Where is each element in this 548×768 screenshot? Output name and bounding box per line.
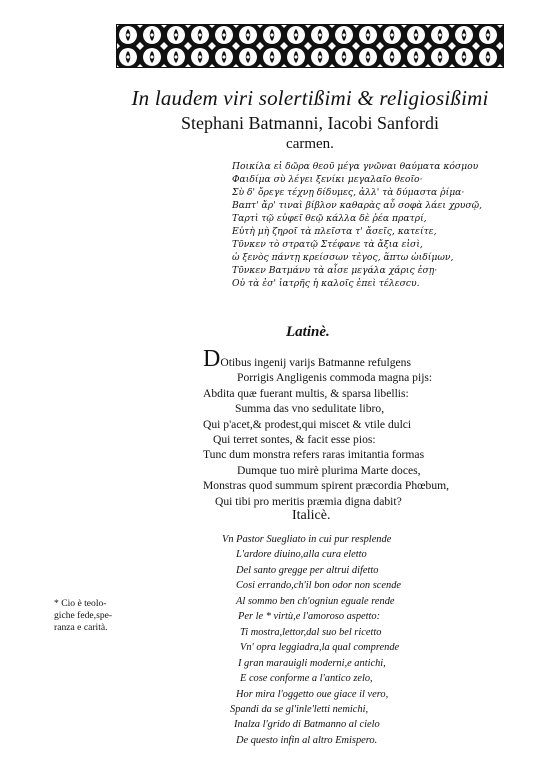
drop-cap: D — [203, 346, 221, 372]
italian-line: Del santo gregge per altrui difetto — [236, 564, 379, 576]
greek-line: Εὐτὴ μὴ ζηροῖ τὰ πλεῖστα τ' ἄσεῖς, κατείτε, — [232, 226, 437, 237]
greek-line: Ποικίλα εἰ δῶρα θεοῦ μέγα γνῶναι θαύματα κόσμου — [232, 161, 479, 172]
greek-poem — [232, 160, 483, 290]
note-line: giche fede,spe- — [54, 610, 113, 621]
latin-heading: Latinè. — [286, 324, 330, 340]
italian-line: Vn' opra leggiadra,la qual comprende — [240, 642, 400, 654]
latin-line: Summa das vno sedulitate libro, — [235, 402, 385, 416]
italian-poem — [222, 532, 502, 748]
marginal-note — [54, 598, 120, 634]
greek-line: Οὐ τὰ ἐσ' ἰατρῆς ἡ καλοῖς ἐπεὶ τέλεσϲυ. — [232, 278, 420, 289]
title-line-3: carmen. — [286, 136, 334, 152]
italian-line: Vn Pastor Suegliato in cui pur resplende — [222, 534, 392, 545]
latin-line: DOtibus ingenij varijs Batmanne refulgens — [203, 346, 411, 372]
italian-heading: Italicè. — [292, 508, 331, 523]
italian-line: De questo infin al altro Emispero. — [236, 734, 378, 746]
note-line: ranza e carità. — [54, 622, 108, 633]
greek-line: Τῦνκεν τὸ στρατῷ Στέφανε τὰ ἄξια εἰσὶ, — [232, 239, 423, 250]
italian-line: Ti mostra,lettor,dal suo bel ricetto — [240, 626, 382, 638]
italian-line: Inalza l'grido di Batmanno al cielo — [234, 719, 380, 731]
italian-line: E cose conforme a l'antico zelo, — [240, 673, 373, 685]
greek-line: Βαπτ' ἄρ' τιναὶ βίβλον καθαρὰς αὖ σοφὰ λάει χρυσῷ, — [232, 200, 483, 211]
latin-poem — [203, 346, 503, 509]
greek-line: ὡ ξενὸς πάντῃ κρείσσων τὲγος, ἅπτω ὠιδίμων, — [232, 252, 454, 263]
greek-line: Σὺ δ' ὄρεγε τέχνῃ δίδυμες, ἀλλ' τὰ δύμαστα ῥίμα· — [232, 187, 465, 198]
latin-line: Qui tibi pro meritis præmia digna dabit? — [215, 494, 402, 508]
latin-line: Tunc dum monstra refers raras imitantia formas — [203, 448, 425, 462]
greek-line: Τῦνκεν Βατμάνυ τὰ αἶσε μεγάλα χάρις ἐσῃ· — [232, 265, 438, 276]
latin-line: Dumque tuo mirè plurima Marte doces, — [237, 463, 421, 477]
italian-line: Per le * virtù,e l'amoroso aspetto: — [238, 611, 381, 623]
decorative-ornament-band — [116, 24, 504, 68]
greek-line: Φαιδίμα σὺ λέγει ξενίκι μεγαλαῖο θεοῖο· — [232, 174, 423, 185]
italian-line: Cosi errando,ch'il bon odor non scende — [236, 580, 401, 592]
title-line-2: Stephani Batmanni, Iacobi Sanfordi — [181, 113, 439, 133]
latin-line: Abdita quæ fuerant multis, & sparsa libellis: — [203, 386, 409, 400]
italian-line: I gran marauigli moderni,e antichi, — [238, 657, 386, 669]
note-line: * Cio è teolo- — [54, 598, 107, 609]
title-line-1: In laudem viri solertißimi & religiosißimi — [131, 86, 489, 110]
latin-line: Qui terret sontes, & facit esse pios: — [213, 433, 376, 447]
latin-line: Monstras quod summum spirent præcordia Phœbum, — [203, 479, 450, 493]
latin-line: Porrigis Angligenis commoda magna pijs: — [237, 371, 433, 385]
italian-line: Hor mira l'oggetto oue giace il vero, — [236, 688, 389, 700]
latin-line: Qui p'acet,& prodest,qui miscet & vtile dulci — [203, 417, 412, 431]
italian-line: Spandi da se gl'inle'letti nemichi, — [230, 703, 369, 715]
greek-line: Ταρτὶ τῷ εὐφεῖ θεῷ κάλλα δὲ ῥέα πρατρί, — [232, 213, 427, 224]
italian-line: L'ardore diuino,alla cura eletto — [236, 549, 367, 561]
italian-line: Al sommo ben ch'ogniun eguale rende — [236, 595, 395, 607]
